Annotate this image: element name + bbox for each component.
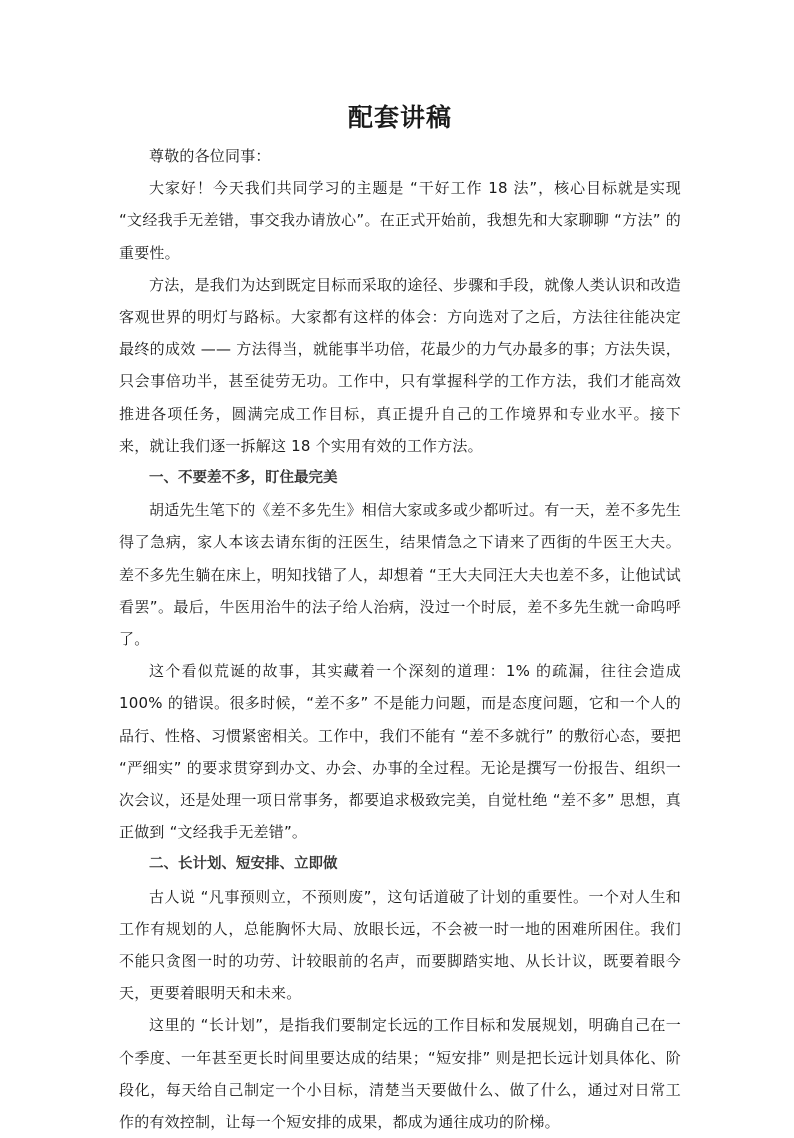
salutation: 尊敬的各位同事： [149,147,271,165]
document-page [119,98,681,1138]
section-heading-1: 一、不要差不多，盯住最完美 [149,470,338,487]
section-1-paragraph-2: 这个看似荒诞的故事，其实藏着一个深刻的道理：1% 的疏漏，往往会造成 100% 的错误。很多时候，“差不多” 不是能力问题，而是态度问题，它和一个人的品行、性格、习惯紧密相关。工作中，我们不能有 “差不多就行” 的敷衍心态，要把 “严细实” 的要求贯穿到办文、办会、办事的全过程。无论是撰写一份报告、组织一次会议，还是处理一项日常事务，都要追求极致完美，自觉杜绝 “差不多” 思想，真正做到 “文经我手无差错”。 [119,662,681,842]
section-2-paragraph-1: 古人说 “凡事预则立，不预则废”，这句话道破了计划的重要性。一个对人生和工作有规划的人，总能胸怀大局、放眼长远，不会被一时一地的困难所困住。我们不能只贪图一时的功劳、计较眼前的名声，而要脚踏实地、从长计议，既要着眼今天，更要着眼明天和未来。 [119,887,681,1003]
section-1-paragraph-1: 胡适先生笔下的《差不多先生》相信大家或多或少都听过。有一天，差不多先生得了急病，家人本该去请东街的汪医生，结果情急之下请来了西街的牛医王大夫。差不多先生躺在床上，明知找错了人，却想着 “王大夫同汪大夫也差不多，让他试试看罢”。最后，牛医用治牛的法子给人治病，没过一个时辰，差不多先生就一命呜呼了。 [119,501,682,649]
section-2-paragraph-2: 这里的 “长计划”，是指我们要制定长远的工作目标和发展规划，明确自己在一个季度、一年甚至更长时间里要达成的结果；“短安排” 则是把长远计划具体化、阶段化，每天给自己制定一个小目标，清楚当天要做什么、做了什么，通过对日常工作的有效控制，让每一个短安排的成果，都成为通往成功的阶梯。 [119,1016,681,1132]
page-title: 配套讲稿 [347,103,452,132]
intro-paragraph-1: 大家好！今天我们共同学习的主题是 “干好工作 18 法”，核心目标就是实现 “文经我手无差错，事交我办请放心”。在正式开始前，我想先和大家聊聊 “方法” 的重要性。 [119,179,681,262]
section-heading-2: 二、长计划、短安排、立即做 [149,856,338,873]
intro-paragraph-2: 方法，是我们为达到既定目标而采取的途径、步骤和手段，就像人类认识和改造客观世界的明灯与路标。大家都有这样的体会：方向选对了之后，方法往往能决定最终的成效 —— 方法得当，就能事半功倍，花最少的力气办最多的事；方法失误，只会事倍功半，甚至徒劳无功。工作中，只有掌握科学的工作方法，我们才能高效推进各项任务，圆满完成工作目标，真正提升自己的工作境界和专业水平。接下来，就让我们逐一拆解这 18 个实用有效的工作方法。 [119,275,682,455]
